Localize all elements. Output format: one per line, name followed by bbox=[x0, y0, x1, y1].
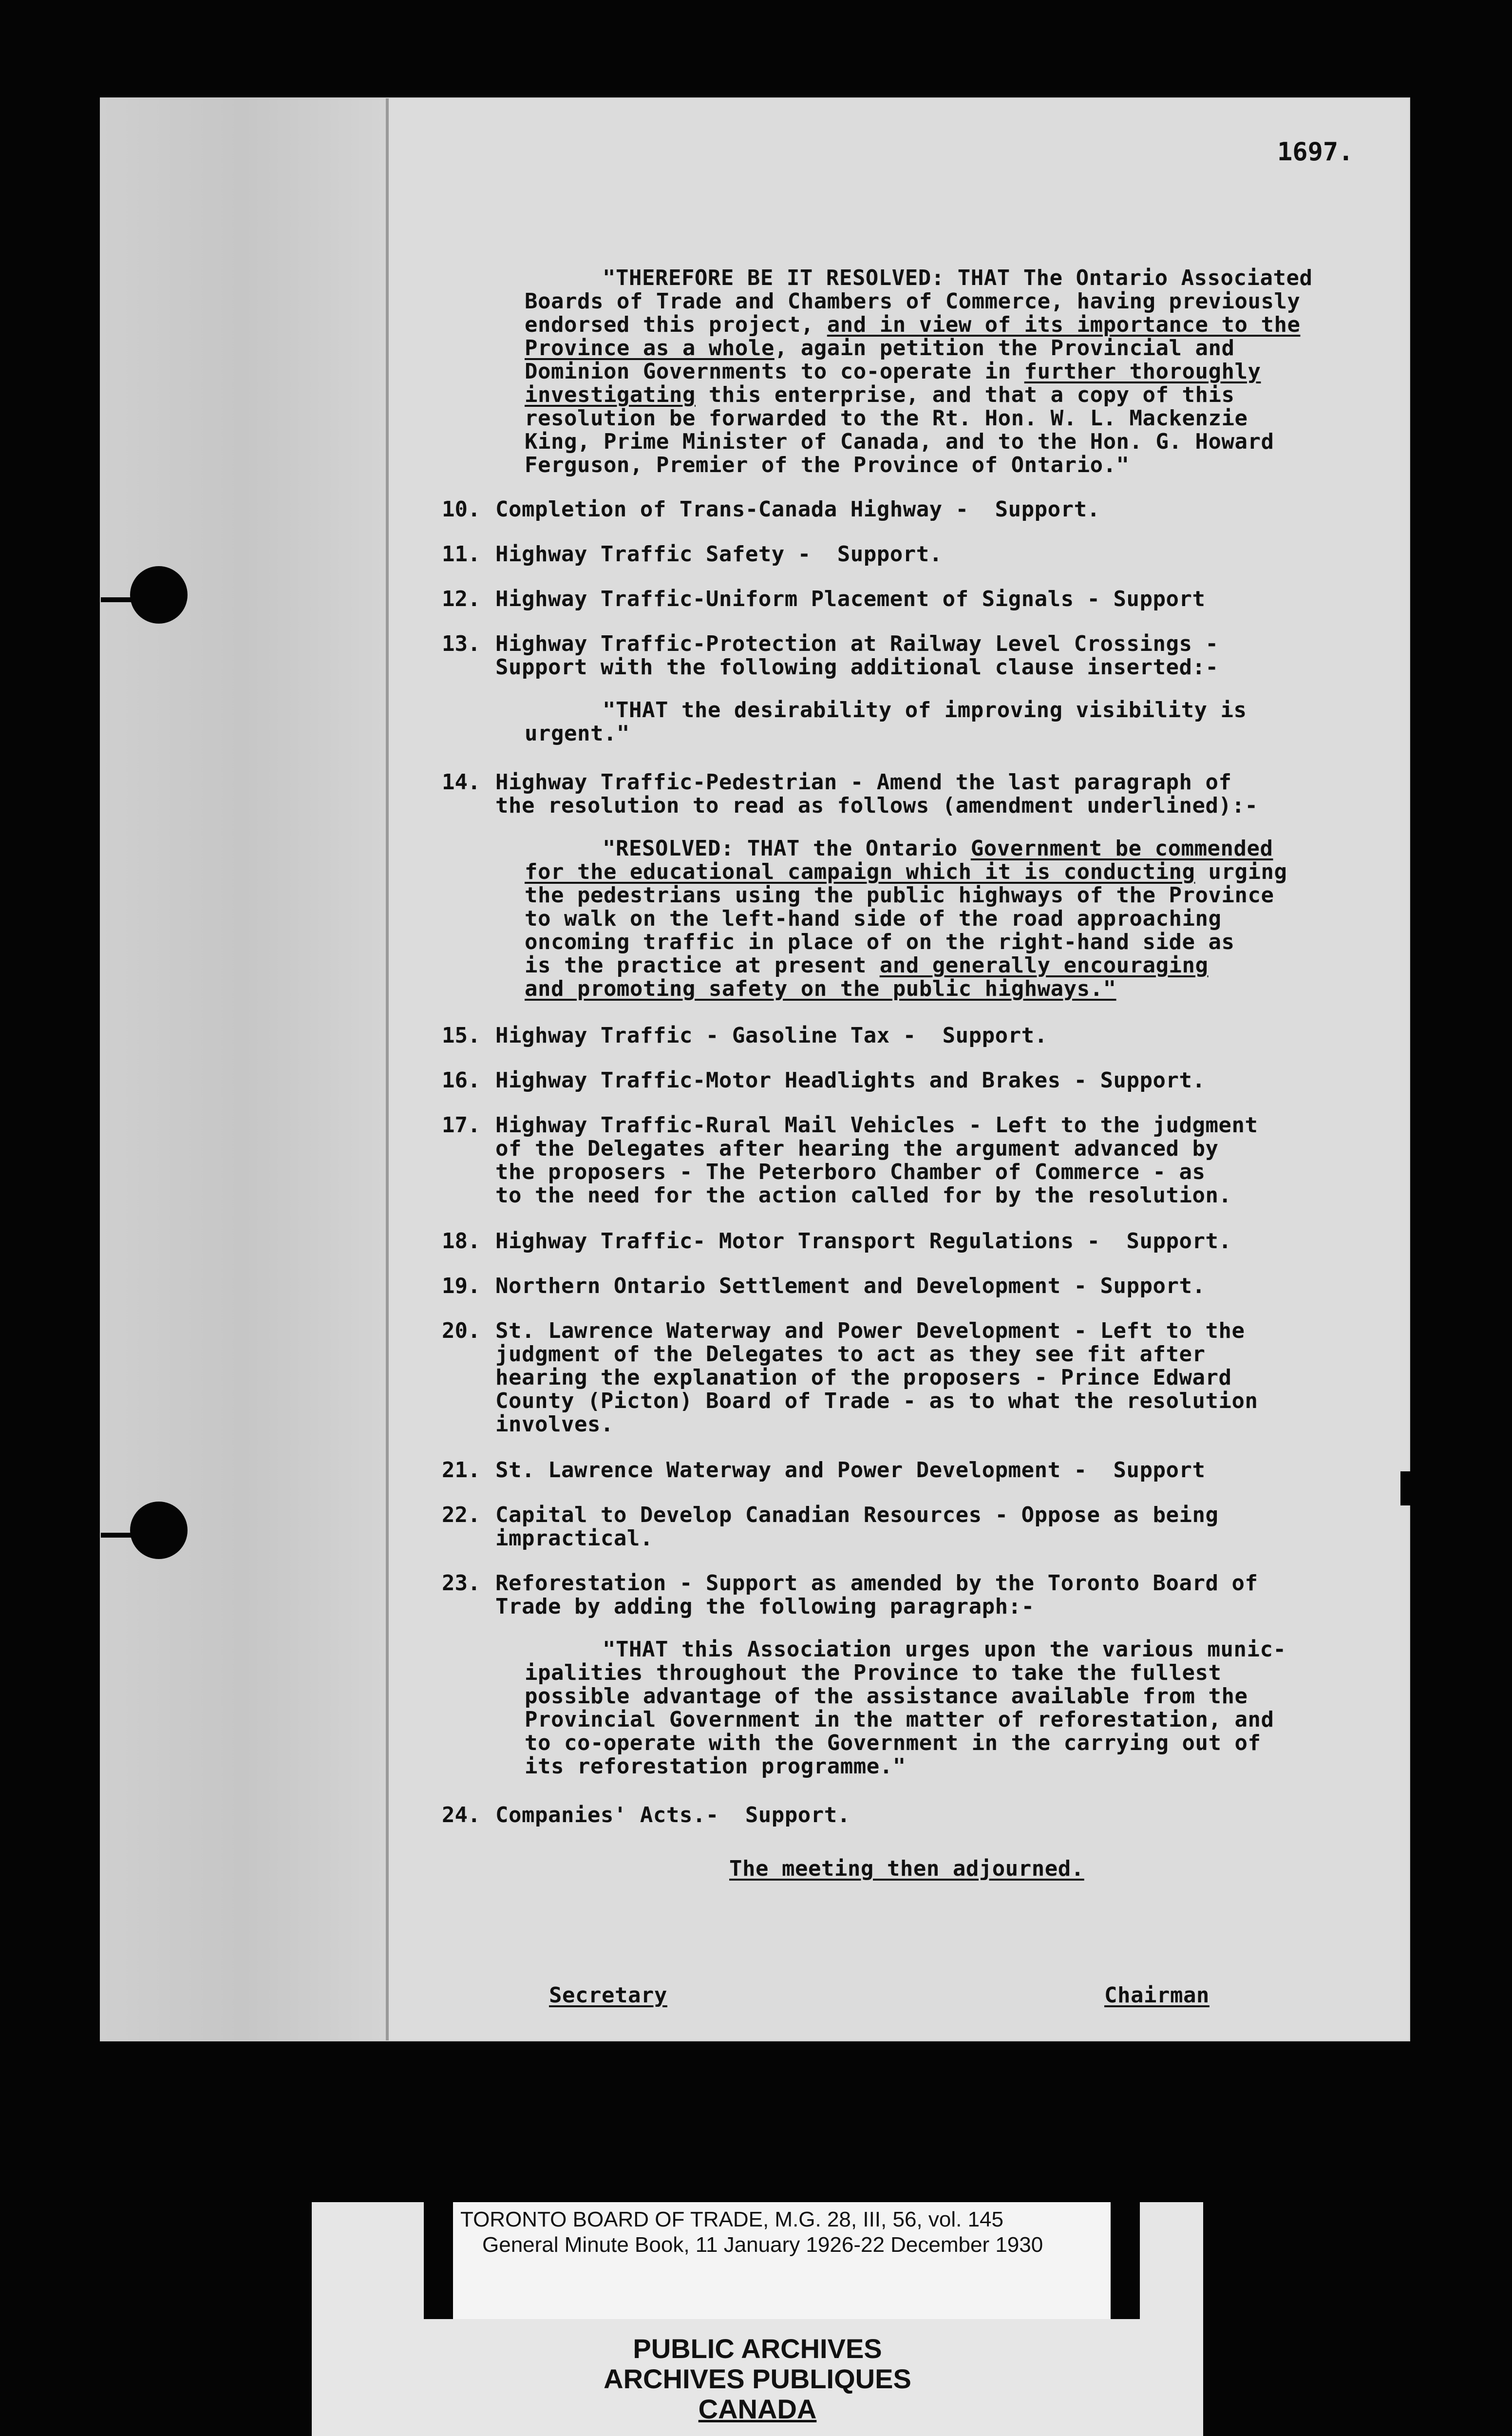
item-number: 13. bbox=[442, 631, 481, 656]
label-mask bbox=[1111, 2202, 1140, 2319]
item-number: 12. bbox=[442, 587, 481, 611]
item-number: 23. bbox=[442, 1571, 481, 1596]
item-text: Support with the following additional clause inserted:- bbox=[495, 655, 1219, 680]
signature-secretary: Secretary bbox=[549, 1983, 667, 2008]
punch-hole-slit bbox=[101, 1533, 135, 1538]
item-text: St. Lawrence Waterway and Power Development - Left to the bbox=[495, 1318, 1245, 1343]
quote-line: possible advantage of the assistance available from the bbox=[525, 1684, 1248, 1709]
item-number: 15. bbox=[442, 1023, 481, 1048]
item-text: County (Picton) Board of Trade - as to what the resolution bbox=[495, 1389, 1258, 1413]
item-text: involves. bbox=[495, 1412, 614, 1437]
item-text: Highway Traffic- Motor Transport Regulations - Support. bbox=[495, 1229, 1232, 1254]
label-citation-line1: TORONTO BOARD OF TRADE, M.G. 28, III, 56, vol. 145 bbox=[460, 2208, 1003, 2231]
resolution-line: investigating this enterprise, and that a copy of this bbox=[525, 382, 1235, 407]
signature-chairman: Chairman bbox=[1104, 1983, 1210, 2008]
item-text: hearing the explanation of the proposers - Prince Edward bbox=[495, 1365, 1232, 1390]
item-text: St. Lawrence Waterway and Power Development - Support bbox=[495, 1458, 1206, 1483]
item-number: 18. bbox=[442, 1229, 481, 1254]
closing-line: The meeting then adjourned. bbox=[729, 1856, 1084, 1881]
item-text: to the need for the action called for by the resolution. bbox=[495, 1183, 1232, 1208]
quote-line: and promoting safety on the public highways." bbox=[525, 976, 1116, 1001]
archive-country: CANADA bbox=[698, 2394, 817, 2424]
item-number: 11. bbox=[442, 542, 481, 567]
item-text: Highway Traffic Safety - Support. bbox=[495, 542, 943, 567]
resolution-line: Ferguson, Premier of the Province of Ontario." bbox=[525, 453, 1130, 477]
punch-hole-icon bbox=[130, 566, 188, 624]
quote-line: "THAT this Association urges upon the various munic- bbox=[603, 1637, 1286, 1662]
punch-hole-slit bbox=[101, 597, 135, 602]
archive-name-fr: ARCHIVES PUBLIQUES bbox=[604, 2363, 911, 2394]
item-text: Capital to Develop Canadian Resources - Oppose as being bbox=[495, 1503, 1219, 1527]
item-text: Northern Ontario Settlement and Development - Support. bbox=[495, 1274, 1206, 1298]
item-text: Highway Traffic-Uniform Placement of Signals - Support bbox=[495, 587, 1206, 611]
quote-line: oncoming traffic in place of on the right-hand side as bbox=[525, 930, 1235, 954]
item-text: the proposers - The Peterboro Chamber of Commerce - as bbox=[495, 1160, 1206, 1184]
quote-line: ipalities throughout the Province to take the fullest bbox=[525, 1660, 1222, 1685]
item-text: the resolution to read as follows (amendment underlined):- bbox=[495, 793, 1258, 818]
item-text: Highway Traffic-Motor Headlights and Brakes - Support. bbox=[495, 1068, 1206, 1093]
item-text: Highway Traffic - Gasoline Tax - Support. bbox=[495, 1023, 1048, 1048]
item-number: 21. bbox=[442, 1458, 481, 1483]
archive-name-en: PUBLIC ARCHIVES bbox=[633, 2333, 882, 2364]
item-text: Highway Traffic-Rural Mail Vehicles - Left to the judgment bbox=[495, 1113, 1258, 1138]
label-citation-line2: General Minute Book, 11 January 1926-22 December 1930 bbox=[482, 2233, 1043, 2257]
label-mask bbox=[424, 2202, 453, 2319]
item-text: Highway Traffic-Pedestrian - Amend the last paragraph of bbox=[495, 770, 1232, 795]
resolution-line: Dominion Governments to co-operate in further thoroughly bbox=[525, 359, 1261, 384]
item-text: Companies' Acts.- Support. bbox=[495, 1803, 850, 1827]
quote-line: "RESOLVED: THAT the Ontario Government be commended bbox=[603, 836, 1273, 861]
item-text: Trade by adding the following paragraph:- bbox=[495, 1594, 1035, 1619]
document-page bbox=[100, 97, 1410, 2041]
resolution-line: Province as a whole, again petition the Provincial and bbox=[525, 336, 1235, 361]
item-text: Completion of Trans-Canada Highway - Support. bbox=[495, 497, 1100, 522]
quote-line: to walk on the left-hand side of the road approaching bbox=[525, 906, 1222, 931]
fold-line bbox=[386, 98, 389, 2040]
item-number: 17. bbox=[442, 1113, 481, 1138]
item-text: of the Delegates after hearing the argument advanced by bbox=[495, 1136, 1219, 1161]
resolution-line: endorsed this project, and in view of its importance to the bbox=[525, 312, 1301, 337]
item-text: Highway Traffic-Protection at Railway Level Crossings - bbox=[495, 631, 1219, 656]
resolution-line: Boards of Trade and Chambers of Commerce, having previously bbox=[525, 289, 1301, 314]
binding-margin bbox=[101, 98, 386, 2040]
quote-line: to co-operate with the Government in the carrying out of bbox=[525, 1731, 1261, 1755]
resolution-line: "THEREFORE BE IT RESOLVED: THAT The Ontario Associated bbox=[603, 266, 1313, 290]
item-number: 24. bbox=[442, 1803, 481, 1827]
quote-line: Provincial Government in the matter of reforestation, and bbox=[525, 1707, 1274, 1732]
item-number: 19. bbox=[442, 1274, 481, 1298]
quote-line: is the practice at present and generally encouraging bbox=[525, 953, 1209, 978]
punch-hole-icon bbox=[130, 1502, 188, 1559]
item-number: 16. bbox=[442, 1068, 481, 1093]
resolution-line: King, Prime Minister of Canada, and to the Hon. G. Howard bbox=[525, 429, 1274, 454]
item-number: 22. bbox=[442, 1503, 481, 1527]
page-edge-tab bbox=[1400, 1471, 1414, 1505]
item-number: 20. bbox=[442, 1318, 481, 1343]
quote-line: the pedestrians using the public highways of the Province bbox=[525, 883, 1274, 908]
resolution-line: resolution be forwarded to the Rt. Hon. W. L. Mackenzie bbox=[525, 406, 1248, 431]
quote-line: for the educational campaign which it is conducting urging bbox=[525, 859, 1287, 884]
item-text: impractical. bbox=[495, 1526, 653, 1551]
page-number: 1697. bbox=[1277, 137, 1354, 167]
item-text: Reforestation - Support as amended by the Toronto Board of bbox=[495, 1571, 1258, 1596]
item-number: 10. bbox=[442, 497, 481, 522]
quote-line: urgent." bbox=[525, 721, 630, 746]
quote-line: "THAT the desirability of improving visibility is bbox=[603, 698, 1247, 723]
quote-line: its reforestation programme." bbox=[525, 1754, 906, 1779]
item-text: judgment of the Delegates to act as they see fit after bbox=[495, 1342, 1206, 1367]
item-number: 14. bbox=[442, 770, 481, 795]
